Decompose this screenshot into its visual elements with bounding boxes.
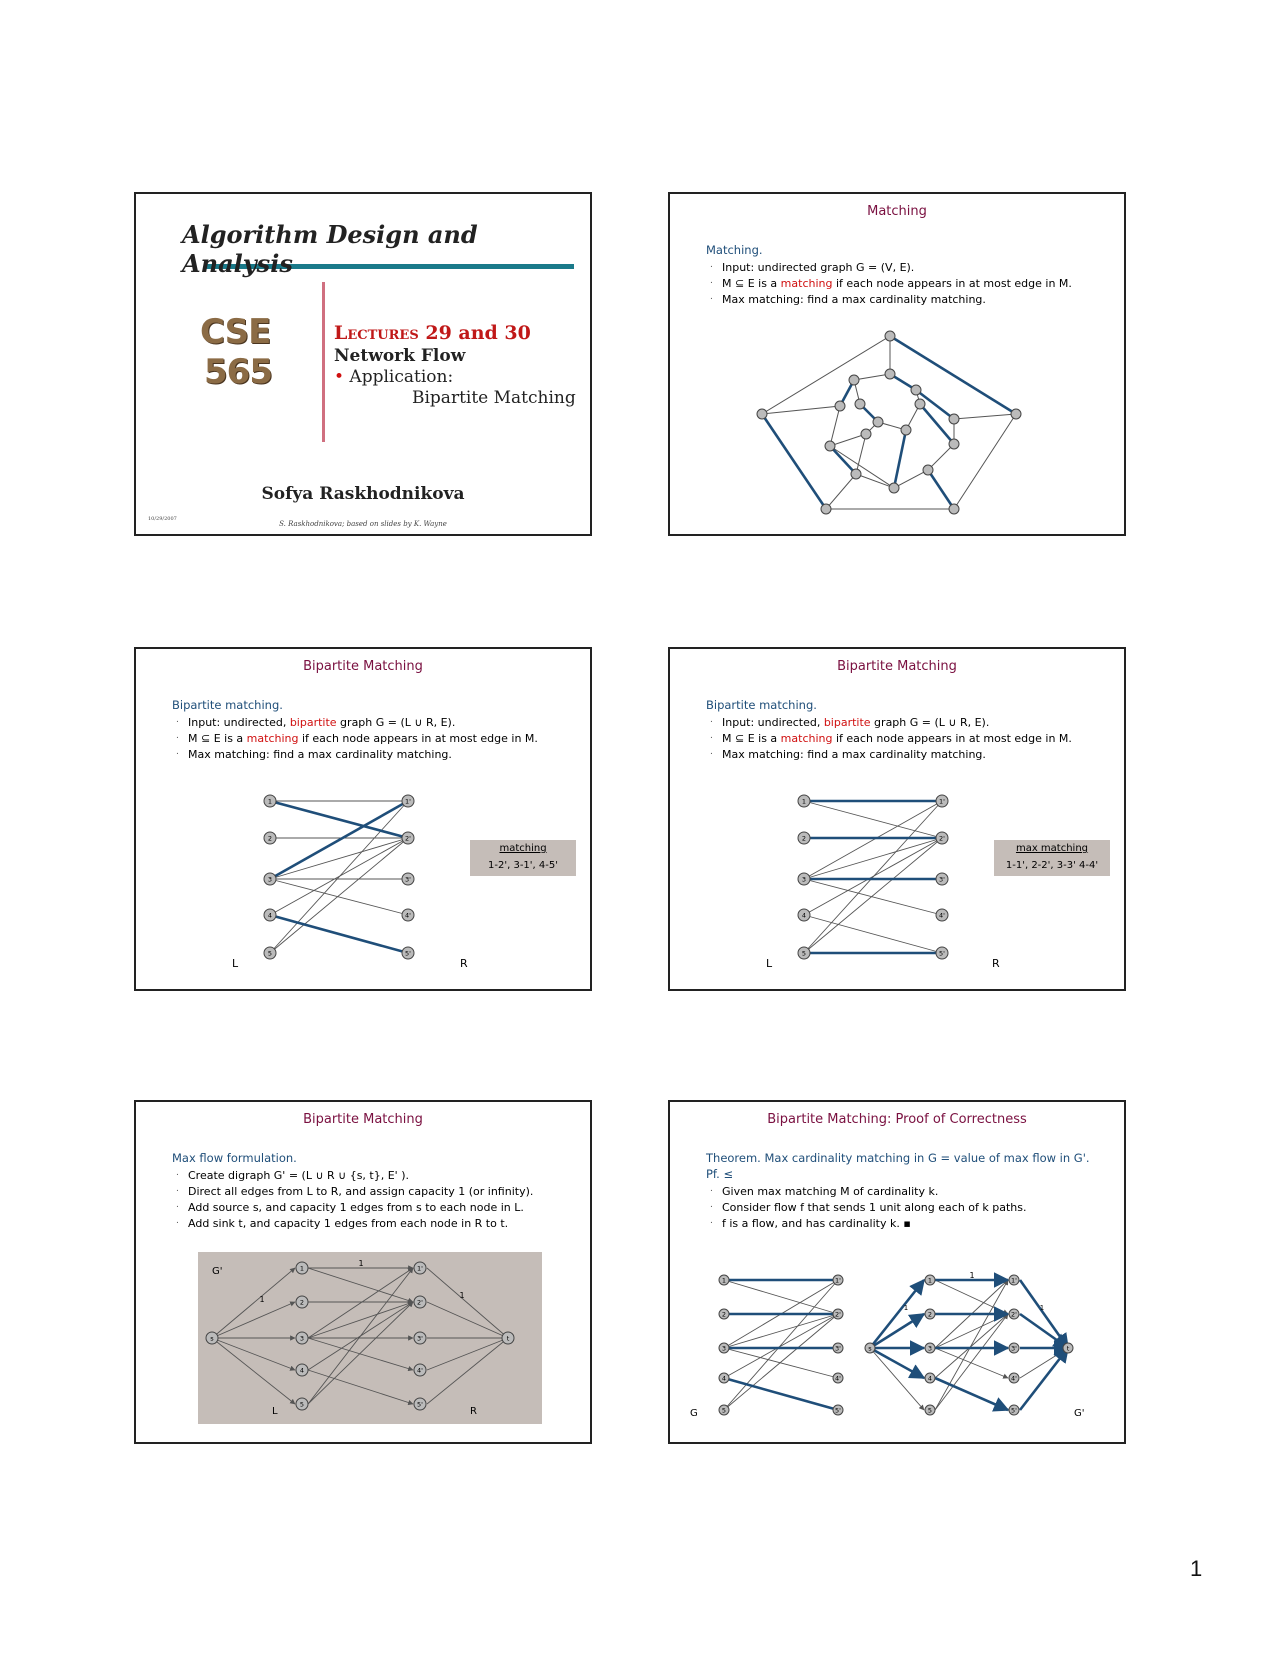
- node-label: 4: [927, 1374, 933, 1383]
- capacity-label: 1: [459, 1291, 465, 1300]
- slide-max-flow-formulation: [134, 1100, 592, 1444]
- max-matching-box: [994, 840, 1110, 876]
- petersen-like-graph: [670, 194, 1126, 536]
- edge: [308, 1268, 413, 1338]
- node-label: 1': [417, 1264, 423, 1273]
- flow-network: [136, 1102, 592, 1444]
- node-label: 2: [721, 1310, 727, 1319]
- edge: [267, 801, 408, 879]
- edge: [427, 1268, 508, 1338]
- node-label: 4': [939, 911, 945, 920]
- edge: [308, 1338, 413, 1370]
- node-label: 2': [939, 834, 945, 843]
- edge: [427, 1338, 508, 1370]
- edge: [935, 1280, 1008, 1314]
- bullet: . Given max matching M of cardinality k.: [722, 1185, 1114, 1198]
- date: 10/29/2007: [148, 516, 177, 522]
- author: Sofya Raskhodnikova: [261, 484, 465, 504]
- node-label: s: [210, 1334, 214, 1343]
- slide-title: Matching: [867, 204, 927, 219]
- edge: [935, 1348, 1008, 1378]
- label-R: R: [992, 957, 1000, 970]
- node-label: 5': [835, 1406, 841, 1415]
- capacity-label: 1: [969, 1271, 975, 1280]
- edge: [270, 879, 408, 915]
- node-label: 5: [927, 1406, 933, 1415]
- edge: [270, 915, 408, 953]
- slide-title: Bipartite Matching: [303, 1112, 423, 1127]
- bullet: . Input: undirected, bipartite graph G = (L ∪ R, E).: [722, 716, 1114, 729]
- edge: [308, 1302, 413, 1404]
- edge: [308, 1268, 413, 1302]
- edge: [870, 1280, 924, 1348]
- label-G-prime: G': [212, 1266, 223, 1277]
- edge: [212, 1338, 295, 1404]
- node-label: 2: [299, 1298, 305, 1307]
- node-label: 1: [801, 797, 807, 806]
- node-label: 3: [801, 875, 807, 884]
- edge: [212, 1302, 295, 1338]
- slide-title: Bipartite Matching: [303, 659, 423, 674]
- node-label: 4': [417, 1366, 423, 1375]
- edge: [308, 1302, 413, 1338]
- box-title: matching: [499, 843, 547, 854]
- proof-label: Pf. ≤: [706, 1166, 734, 1181]
- bullet: . Max matching: find a max cardinality matching.: [188, 748, 580, 761]
- node-label: 2': [405, 834, 411, 843]
- edge: [1020, 1280, 1068, 1348]
- vertical-rule: [322, 282, 325, 442]
- matching-box: [470, 840, 576, 876]
- node-label: 5': [417, 1400, 423, 1409]
- edge: [1020, 1314, 1068, 1348]
- node-label: 2: [267, 834, 273, 843]
- node-label: 1: [721, 1276, 727, 1285]
- slide-bipartite-max-matching: [668, 647, 1126, 991]
- lecture-block: [334, 322, 576, 410]
- label-G: G: [690, 1408, 698, 1419]
- edge: [801, 838, 942, 953]
- edge: [935, 1314, 1008, 1348]
- box-title: max matching: [1015, 843, 1089, 854]
- label-L: L: [272, 1406, 278, 1417]
- label-G-prime: G': [1074, 1408, 1085, 1419]
- edge: [801, 801, 942, 953]
- capacity-label: 1: [358, 1259, 364, 1268]
- node-label: 4': [835, 1374, 841, 1383]
- node-label: 2': [417, 1298, 423, 1307]
- bullet: . Add source s, and capacity 1 edges from s to each node in L.: [188, 1201, 580, 1214]
- bipartite-graph: [136, 649, 592, 991]
- edge: [427, 1302, 508, 1338]
- capacity-label: 1: [903, 1304, 909, 1312]
- node-label: 3: [927, 1344, 933, 1353]
- edge: [427, 1338, 508, 1404]
- deck-title: Algorithm Design and Analysis: [182, 220, 478, 278]
- node-label: 2': [835, 1310, 841, 1319]
- edge: [724, 1314, 838, 1348]
- edge: [870, 1314, 924, 1348]
- node-label: 5: [299, 1400, 305, 1409]
- node-label: 2': [1011, 1310, 1017, 1319]
- node-label: 3: [721, 1344, 727, 1353]
- credit: S. Raskhodnikova; based on slides by K. Wayne: [279, 520, 447, 528]
- heading: Max flow formulation.: [172, 1151, 297, 1165]
- label-L: L: [232, 957, 239, 970]
- edge: [267, 838, 408, 953]
- node-label: 5: [721, 1406, 727, 1415]
- node-label: 1: [267, 797, 273, 806]
- slide-proof-of-correctness: [668, 1100, 1126, 1444]
- node-label: 1': [939, 797, 945, 806]
- application-topic: Bipartite Matching: [412, 388, 576, 409]
- theorem: Theorem. Max cardinality matching in G = value of max flow in G'.: [706, 1151, 1090, 1165]
- node-label: 4': [405, 911, 411, 920]
- node-label: 4: [267, 911, 273, 920]
- label-R: R: [460, 957, 468, 970]
- bullet: . Input: undirected graph G = (V, E).: [722, 261, 1114, 274]
- node-label: 3: [299, 1334, 305, 1343]
- edge: [1020, 1348, 1068, 1378]
- node-label: 4: [721, 1374, 727, 1383]
- node-label: 5': [405, 949, 411, 958]
- node-label: 3': [1011, 1344, 1017, 1353]
- application-label: Application:: [344, 367, 454, 387]
- node-label: 1: [299, 1264, 305, 1273]
- node-label: 1': [405, 797, 411, 806]
- edge: [212, 1268, 295, 1338]
- slide-title: [134, 192, 592, 536]
- label-L: L: [766, 957, 773, 970]
- bullet: . f is a flow, and has cardinality k. ▪: [722, 1217, 1114, 1230]
- proof-graphs: [670, 1102, 1126, 1444]
- course-logo: CSE 565: [200, 312, 272, 392]
- node-label: 1: [927, 1276, 933, 1285]
- edge: [724, 1280, 838, 1314]
- topic: Network Flow: [334, 345, 466, 366]
- node-label: 2: [927, 1310, 933, 1319]
- edge: [270, 838, 408, 879]
- edge: [804, 879, 942, 915]
- edge: [724, 1348, 838, 1378]
- node-label: 5: [267, 949, 273, 958]
- label-R: R: [470, 1406, 477, 1417]
- edge: [935, 1280, 1008, 1410]
- box-value: 1-1', 2-2', 3-3' 4-4': [1005, 860, 1099, 871]
- bullet: . Consider flow f that sends 1 unit along each of k paths.: [722, 1201, 1114, 1214]
- node-label: 5: [801, 949, 807, 958]
- slide-title: Bipartite Matching: [837, 659, 957, 674]
- edge: [1020, 1348, 1068, 1410]
- edge: [804, 915, 942, 953]
- node-label: 1': [1011, 1276, 1017, 1285]
- slide-matching: [668, 192, 1126, 536]
- node-label: t: [1066, 1344, 1070, 1353]
- bullet: . M ⊆ E is a matching if each node appears in at most edge in M.: [722, 277, 1114, 290]
- node-label: 2: [801, 834, 807, 843]
- edge: [724, 1378, 838, 1410]
- lectures-prefix: Lectures: [334, 322, 419, 344]
- heading: Bipartite matching.: [172, 698, 283, 712]
- bullet: . Input: undirected, bipartite graph G = (L ∪ R, E).: [188, 716, 580, 729]
- edge: [270, 801, 408, 838]
- bullet: . M ⊆ E is a matching if each node appears in at most edge in M.: [722, 732, 1114, 745]
- node-label: 3': [939, 875, 945, 884]
- node-label: 5': [939, 949, 945, 958]
- capacity-label: 1: [1039, 1304, 1045, 1312]
- slide-title: Bipartite Matching: Proof of Correctness: [767, 1112, 1027, 1127]
- edge: [721, 1314, 838, 1410]
- edge: [870, 1348, 924, 1410]
- node-label: 3': [835, 1344, 841, 1353]
- node-label: 1': [835, 1276, 841, 1285]
- lectures-numbers: 29 and 30: [418, 322, 531, 344]
- bullet: . Create digraph G' = (L ∪ R ∪ {s, t}, E' ).: [188, 1169, 580, 1182]
- edge: [804, 838, 942, 879]
- bullet-dot: •: [334, 367, 345, 387]
- edge: [308, 1268, 413, 1404]
- edge: [870, 1348, 924, 1378]
- bullet: . M ⊆ E is a matching if each node appears in at most edge in M.: [188, 732, 580, 745]
- heading: Matching.: [706, 243, 763, 257]
- edge: [212, 1338, 295, 1370]
- node-label: 4: [801, 911, 807, 920]
- bullet: . Max matching: find a max cardinality matching.: [722, 293, 1114, 306]
- node-label: 3: [267, 875, 273, 884]
- capacity-label: 1: [259, 1295, 265, 1304]
- node-label: 5': [1011, 1406, 1017, 1415]
- edge: [267, 801, 408, 953]
- edge: [935, 1378, 1008, 1410]
- edge: [721, 1280, 838, 1410]
- bullet: . Max matching: find a max cardinality matching.: [722, 748, 1114, 761]
- bullet: . Direct all edges from L to R, and assign capacity 1 (or infinity).: [188, 1185, 580, 1198]
- node-label: 4': [1011, 1374, 1017, 1383]
- node-label: 3': [405, 875, 411, 884]
- edge: [308, 1370, 413, 1404]
- node-label: 3': [417, 1334, 423, 1343]
- node-label: t: [506, 1334, 510, 1343]
- bullet: . Add sink t, and capacity 1 edges from each node in R to t.: [188, 1217, 580, 1230]
- node-label: s: [868, 1344, 872, 1353]
- page-number: 1: [1190, 1556, 1203, 1581]
- edge: [935, 1314, 1008, 1410]
- edge: [935, 1314, 1008, 1378]
- edge: [801, 801, 942, 879]
- node-label: 4: [299, 1366, 305, 1375]
- edge: [721, 1314, 838, 1378]
- slide-bipartite-matching: [134, 647, 592, 991]
- heading: Bipartite matching.: [706, 698, 817, 712]
- edge: [804, 801, 942, 838]
- box-value: 1-2', 3-1', 4-5': [488, 860, 558, 871]
- bipartite-graph: [670, 649, 1126, 991]
